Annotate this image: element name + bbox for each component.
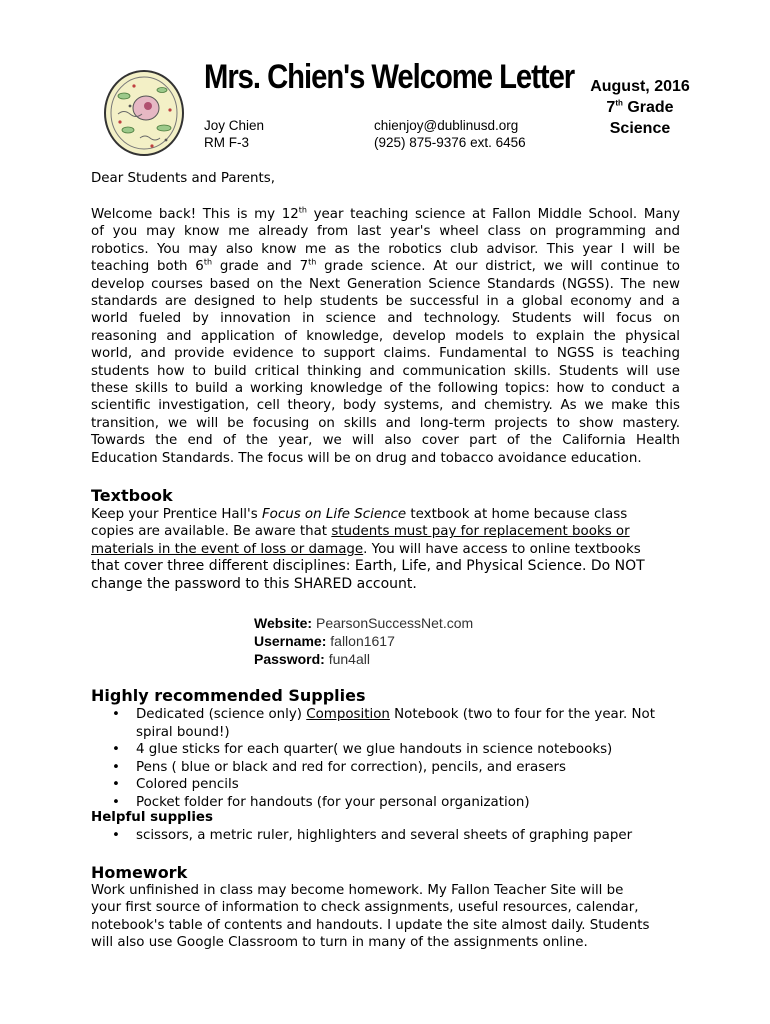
helpful-supplies-list: [112, 827, 692, 845]
intro-paragraph: Welcome back! This is my 12th year teaching science at Fallon Middle School. Many of you may know me already from last year's wheel class on programming and robotics. You may also know me as the robotics club advisor. This year I will be teaching both 6th grade and 7th grade science. At our district, we will continue to develop courses based on the Next Generation Science Standards (NGSS). The new standards are designed to help students be successful in a global economy and a world fueled by innovation in science and technology. Students will focus on reasoning and application of knowledge, develop models to explain the physical world, and provide evidence to support claims. Fundamental to NGSS is teaching students how to build critical thinking and communication skills. Students will use these skills to build a working knowledge of the following topics: how to conduct a scientific investigation, cell theory, body systems, and chemistry. As we make this transition, we will be focusing on skills and long-term projects to show mastery. Towards the end of the year, we will also cover part of the California Health Education Standards. The focus will be on drug and tobacco avoidance education.: [91, 205, 681, 466]
list-item: • scissors, a metric ruler, highlighters and several sheets of graphing paper: [112, 827, 692, 845]
teacher-contact: [204, 117, 264, 151]
online-account-info: [254, 614, 473, 668]
room-number: RM F-3: [204, 135, 249, 150]
helpful-supplies-heading: Helpful supplies: [91, 810, 213, 825]
grade-text: 7th Grade: [606, 98, 674, 116]
list-item: • Colored pencils: [112, 776, 692, 794]
list-item: • Pens ( blue or black and red for correction), pencils, and erasers: [112, 759, 692, 777]
page-title: Mrs. Chien's Welcome Letter: [204, 58, 575, 96]
phone-number: (925) 875-9376 ext. 6456: [374, 135, 526, 150]
list-item: • Pocket folder for handouts (for your personal organization): [112, 794, 692, 812]
username-row: Username: fallon1617: [254, 633, 395, 649]
website-link[interactable]: PearsonSuccessNet.com: [312, 615, 474, 631]
textbook-paragraph: Keep your Prentice Hall's Focus on Life Science textbook at home because class copies are available. Be aware that students must pay for replacement books or materials in the event of loss or damage. You will have access to online textbooks that cover three different disciplines: Earth, Life, and Physical Science. Do NOT change the password to this SHARED account.: [91, 507, 645, 592]
textbook-heading: Textbook: [91, 486, 173, 505]
website-row: Website: PearsonSuccessNet.com: [254, 615, 474, 631]
supplies-list: [112, 706, 692, 812]
email-link[interactable]: chienjoy@dublinusd.org: [374, 118, 519, 133]
cell-illustration-icon: [100, 66, 188, 160]
list-item: • Dedicated (science only) Composition Notebook (two to four for the year. Not spiral bound!): [112, 706, 692, 741]
homework-paragraph: Work unfinished in class may become homework. My Fallon Teacher Site will be your first source of information to check assignments, useful resources, calendar, notebook's table of contents and handouts. I update the site almost daily. Students will also use Google Classroom to turn in many of the assignments online.: [91, 883, 650, 951]
subject-text: Science: [609, 120, 671, 137]
date-text: August, 2016: [590, 78, 690, 95]
greeting: Dear Students and Parents,: [91, 171, 276, 186]
supplies-heading: Highly recommended Supplies: [91, 686, 366, 705]
homework-heading: Homework: [91, 863, 188, 882]
list-item: • 4 glue sticks for each quarter( we glue handouts in science notebooks): [112, 741, 692, 759]
teacher-name: Joy Chien: [204, 118, 265, 133]
password-row: Password: fun4all: [254, 651, 370, 667]
date-block: [588, 76, 692, 139]
contact-info: [374, 117, 526, 151]
